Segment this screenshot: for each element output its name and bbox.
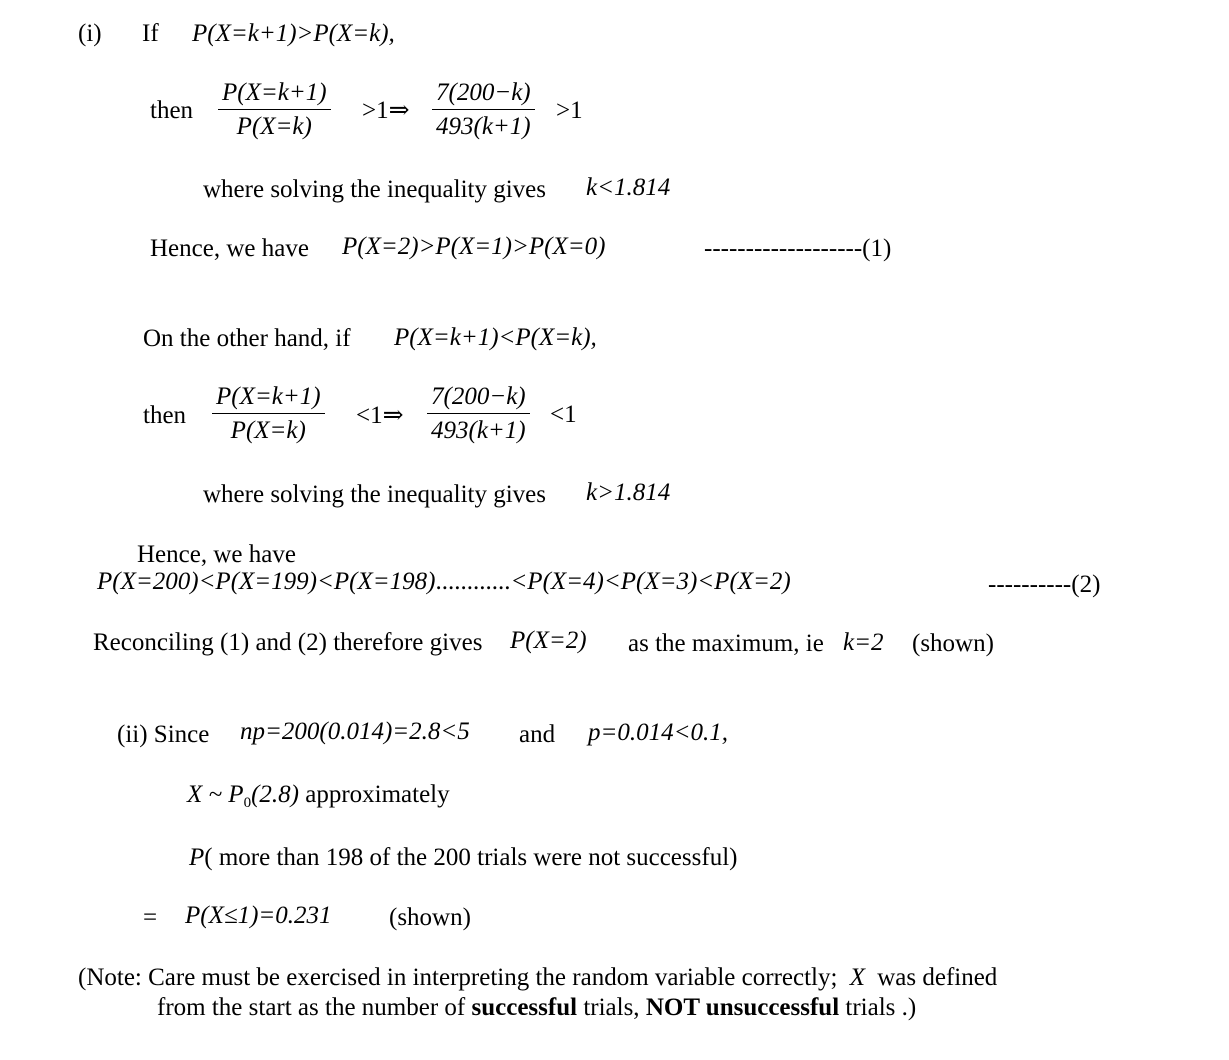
- fraction-2b: [427, 384, 530, 443]
- other-hand-text: On the other hand, if: [143, 325, 351, 352]
- fraction-1a-numerator: P(X=k+1): [222, 79, 327, 106]
- distribution-text: approximately: [305, 781, 450, 808]
- and-word: and: [519, 721, 556, 748]
- solve-result-2: k>1.814: [586, 479, 671, 506]
- hence-label-2: Hence, we have: [137, 541, 296, 568]
- hence-expression-1: P(X=2)>P(X=1)>P(X=0): [342, 233, 606, 260]
- note-line-2c: trials .): [845, 994, 917, 1021]
- other-condition: P(X=k+1)<P(X=k),: [394, 324, 597, 351]
- fraction-1a: [218, 80, 331, 139]
- part-ii-label: (ii) Since: [117, 721, 210, 748]
- note-bold-not-unsuccessful: NOT unsuccessful: [645, 994, 840, 1021]
- probability-p: P: [189, 844, 205, 871]
- note-line-2: [157, 995, 916, 1020]
- then-label-1: then: [150, 97, 194, 124]
- solve-text-1: where solving the inequality gives: [203, 176, 546, 203]
- fraction-1b-numerator: 7(200−k): [436, 79, 531, 106]
- fraction-2b-denominator: 493(k+1): [431, 417, 526, 444]
- result-shown: (shown): [389, 904, 471, 931]
- fraction-2a-denominator: P(X=k): [230, 417, 306, 444]
- hence-expression-2b: <P(X=4)<P(X=3)<P(X=2): [510, 568, 791, 595]
- solve-text-2: where solving the inequality gives: [203, 481, 546, 508]
- relation-2b: <1: [550, 401, 577, 428]
- hence-expression-2a: P(X=200)<P(X=199)<P(X=198): [97, 568, 436, 595]
- relation-1b: >1: [556, 97, 583, 124]
- equation-tag-1: -------------------(1): [704, 235, 892, 262]
- reconcile-expression: P(X=2): [510, 627, 587, 654]
- solve-result-1: k<1.814: [586, 174, 671, 201]
- fraction-2a: [212, 384, 325, 443]
- note-line-1a: (Note: Care must be exercised in interpreting the random variable correctly;: [78, 964, 838, 991]
- probability-text: ( more than 198 of the 200 trials were not successful): [204, 844, 738, 871]
- hence-expression-2: [97, 569, 791, 594]
- note-bold-successful: successful: [471, 994, 578, 1021]
- np-expression: np=200(0.014)=2.8<5: [240, 718, 470, 745]
- then-label-2: then: [143, 402, 187, 429]
- if-condition: P(X=k+1)>P(X=k),: [192, 20, 395, 47]
- reconcile-shown: (shown): [912, 630, 994, 657]
- distribution-param: (2.8): [251, 781, 299, 808]
- reconcile-text: Reconciling (1) and (2) therefore gives: [93, 629, 483, 656]
- part-i-label: (i): [78, 20, 102, 47]
- distribution-line: [187, 782, 450, 811]
- relation-2: <1⇒: [356, 402, 404, 429]
- fraction-1b: [432, 80, 535, 139]
- p-expression: p=0.014<0.1,: [588, 719, 728, 746]
- relation-1: >1⇒: [362, 97, 410, 124]
- result-expression: P(X≤1)=0.231: [185, 902, 332, 929]
- note-line-2b: trials,: [583, 994, 640, 1021]
- fraction-2a-numerator: P(X=k+1): [216, 383, 321, 410]
- equals-sign: =: [143, 904, 158, 931]
- note-line-1: [78, 965, 997, 990]
- reconcile-middle-text: as the maximum, ie: [628, 630, 824, 657]
- fraction-1a-denominator: P(X=k): [236, 113, 312, 140]
- hence-label-1: Hence, we have: [150, 235, 309, 262]
- if-word: If: [142, 20, 159, 47]
- hence-expression-2-dots: ............: [435, 568, 511, 595]
- note-line-2a: from the start as the number of: [157, 994, 466, 1021]
- distribution-x: X ~ P: [187, 781, 244, 808]
- equation-tag-2: ----------(2): [988, 571, 1101, 598]
- fraction-1b-denominator: 493(k+1): [436, 113, 531, 140]
- reconcile-k-value: k=2: [843, 629, 884, 656]
- note-line-1b: was defined: [877, 964, 998, 991]
- note-variable-x: X: [849, 964, 865, 991]
- distribution-subscript: 0: [243, 795, 252, 811]
- probability-statement: [189, 845, 737, 870]
- fraction-2b-numerator: 7(200−k): [431, 383, 526, 410]
